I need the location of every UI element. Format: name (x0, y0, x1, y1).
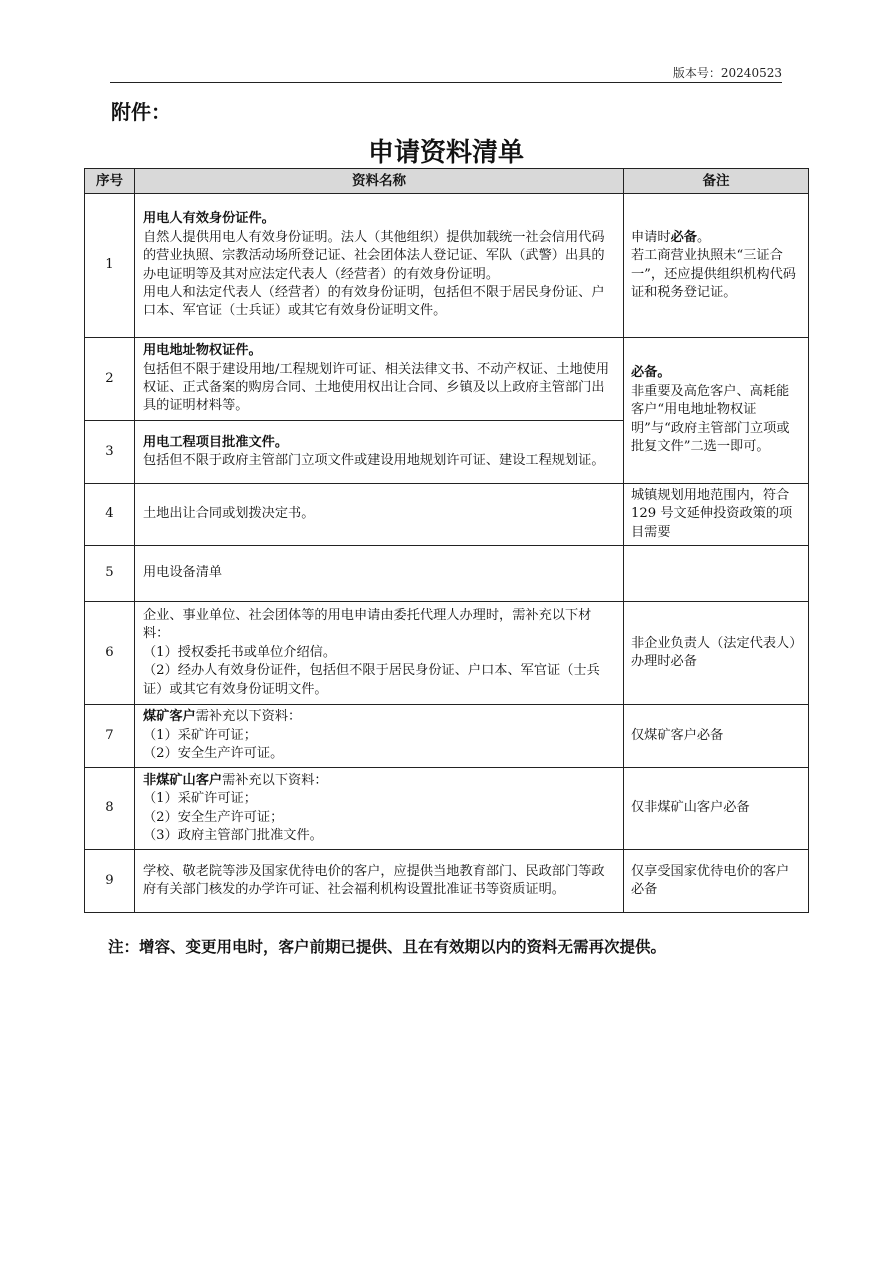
row-number: 5 (85, 546, 135, 602)
row-number: 6 (85, 602, 135, 705)
material-intro (143, 708, 616, 726)
material-line: （2）安全生产许可证。 (143, 746, 284, 762)
material-name-cell (135, 602, 624, 705)
material-line: 用电人和法定代表人（经营者）的有效身份证明，包括但不限于居民身份证、户口本、军官证（士兵证）或其它有效身份证明文件。 (143, 284, 605, 319)
note-cell: 仅享受国家优待电价的客户必备 (624, 850, 809, 913)
header-rule (110, 82, 782, 83)
material-name-cell (135, 850, 624, 913)
column-header-note: 备注 (624, 169, 809, 194)
material-line: （2）安全生产许可证； (143, 809, 284, 825)
table-row (85, 194, 809, 338)
row-number: 4 (85, 484, 135, 546)
note-cell (624, 338, 809, 484)
note-text: 非重要及高危客户、高耗能客户“用电地址物权证明”与“政府主管部门立项或批复文件”二选一即可。 (631, 383, 790, 455)
table-row (85, 338, 809, 421)
material-line: 学校、敬老院等涉及国家优待电价的客户，应提供当地教育部门、民政部门等政府有关部门核发的办学许可证、社会福利机构设置批准证书等资质证明。 (143, 863, 605, 897)
material-line: 用电设备清单 (143, 565, 223, 581)
customer-type: 非煤矿山客户 (143, 772, 223, 788)
material-line: （1）采矿许可证； (143, 791, 257, 807)
row-number: 1 (85, 194, 135, 338)
table-header-row (85, 169, 809, 194)
table-row (85, 705, 809, 768)
table-row (85, 546, 809, 602)
note-cell (624, 546, 809, 602)
material-title: 用电地址物权证件。 (143, 343, 262, 359)
material-name-cell (135, 546, 624, 602)
row-number: 2 (85, 338, 135, 421)
material-line: 土地出让合同或划拨决定书。 (143, 506, 315, 522)
note-text: 若工商营业执照未“三证合一”，还应提供组织机构代码证和税务登记证。 (631, 248, 796, 300)
row-number: 9 (85, 850, 135, 913)
material-intro (143, 772, 616, 790)
table-row (85, 850, 809, 913)
note-cell: 仅非煤矿山客户必备 (624, 768, 809, 850)
material-name-cell (135, 705, 624, 768)
table-row (85, 768, 809, 850)
material-text: 需补充以下资料： (222, 772, 328, 788)
customer-type: 煤矿客户 (143, 709, 196, 725)
note-cell: 城镇规划用地范围内，符合 129 号文延伸投资政策的项目需要 (624, 484, 809, 546)
material-line: （1）授权委托书或单位介绍信。 (143, 644, 337, 660)
material-title: 用电人有效身份证件。 (143, 211, 275, 227)
note-cell: 非企业负责人（法定代表人）办理时必备 (624, 602, 809, 705)
material-name-cell (135, 194, 624, 338)
row-number: 8 (85, 768, 135, 850)
footer-note: 注：增容、变更用电时，客户前期已提供、且在有效期以内的资料无需再次提供。 (108, 938, 667, 956)
material-title: 用电工程项目批准文件。 (143, 434, 289, 450)
row-number: 7 (85, 705, 135, 768)
material-line: 自然人提供用电人有效身份证明。法人（其他组织）提供加载统一社会信用代码的营业执照、宗教活动场所登记证、社会团体法人登记证、军队（武警）出具的办电证明等及其对应法定代表人（经营者）的有效身份证明。 (143, 229, 605, 282)
version-number: 版本号：20240523 (672, 66, 782, 80)
note-required-line (631, 229, 802, 247)
note-cell: 仅煤矿客户必备 (624, 705, 809, 768)
material-text: 需补充以下资料： (195, 709, 302, 725)
materials-table (84, 168, 809, 913)
document-title: 申请资料清单 (367, 138, 524, 168)
material-name-cell (135, 421, 624, 484)
material-line: （2）经办人有效身份证件，包括但不限于居民身份证、户口本、军官证（士兵证）或其它有效身份证明文件。 (143, 663, 600, 697)
material-name-cell (135, 338, 624, 421)
table-row (85, 602, 809, 705)
note-text: 申请时 (631, 229, 671, 245)
required-mark: 必备。 (631, 365, 671, 381)
material-name-cell (135, 484, 624, 546)
material-name-cell (135, 768, 624, 850)
material-line: 企业、事业单位、社会团体等的用电申请由委托代理人办理时，需补充以下材料： (143, 607, 592, 642)
required-mark: 必备 (670, 229, 697, 245)
note-cell (624, 194, 809, 338)
column-header-name: 资料名称 (135, 169, 624, 194)
material-line: 包括但不限于政府主管部门立项文件或建设用地规划许可证、建设工程规划证。 (143, 453, 605, 468)
material-line: （3）政府主管部门批准文件。 (143, 827, 323, 843)
attachment-label: 附件： (111, 100, 171, 124)
column-header-no: 序号 (85, 169, 135, 194)
material-line: 包括但不限于建设用地/工程规划许可证、相关法律文书、不动产权证、土地使用权证、正式备案的购房合同、土地使用权出让合同、乡镇及以上政府主管部门出具的证明材料等。 (143, 361, 610, 414)
note-text: 。 (696, 229, 711, 245)
row-number: 3 (85, 421, 135, 484)
material-line: （1）采矿许可证； (143, 727, 257, 743)
table-row (85, 484, 809, 546)
